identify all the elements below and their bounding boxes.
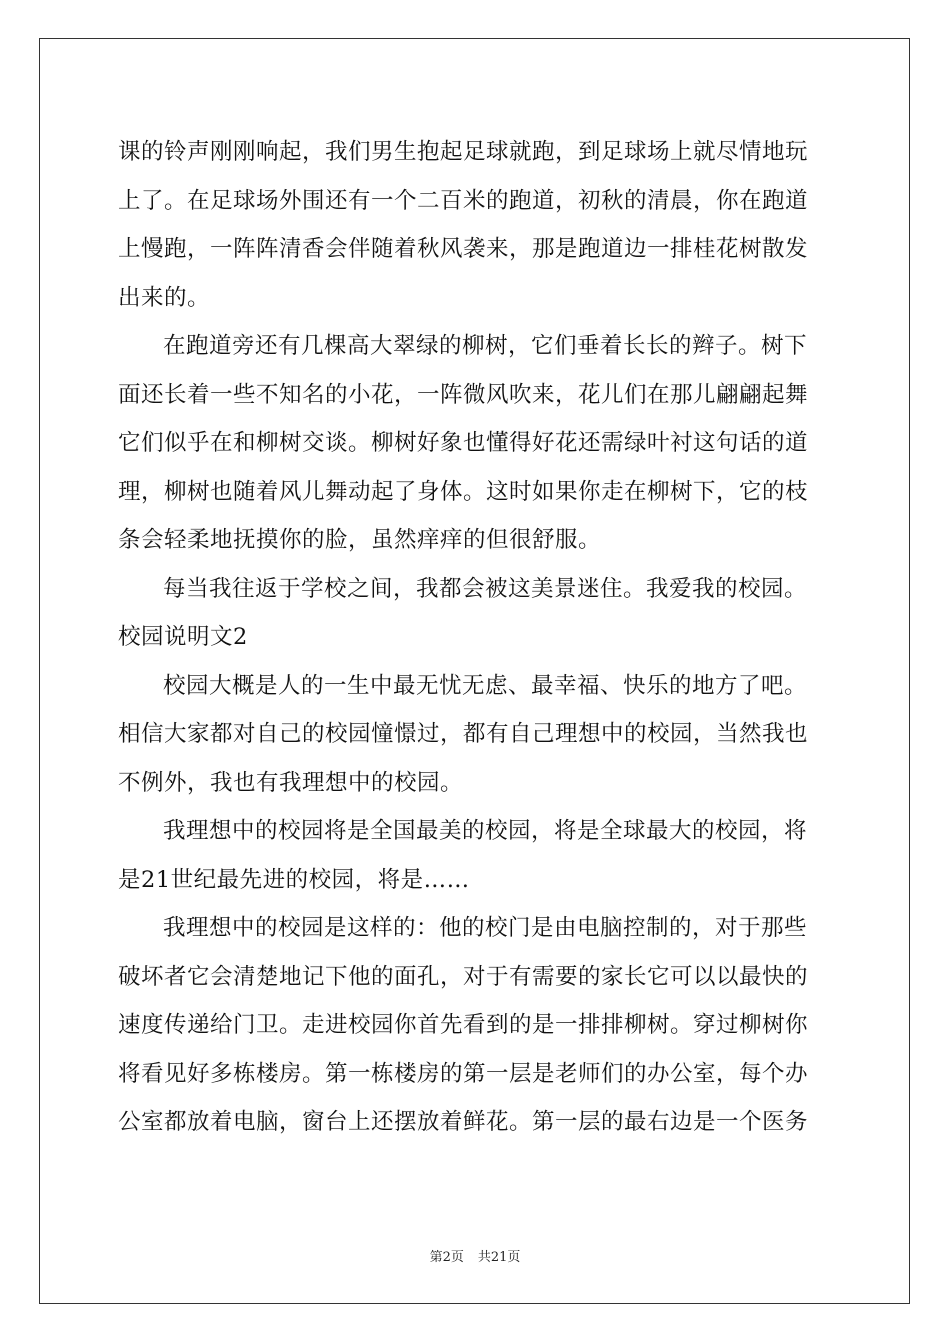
- text-line: 校园说明文2: [118, 624, 248, 650]
- paragraph: [118, 322, 834, 565]
- paragraph: [118, 128, 834, 322]
- paragraph: [118, 904, 834, 1147]
- text-line: 每当我往返于学校之间，我都会被这美景迷住。我爱我的校园。: [163, 575, 808, 602]
- text-line: 我理想中的校园将是全国最美的校园，将是全球最大的校园，将: [163, 818, 808, 844]
- text-line: 上了。在足球场外围还有一个二百米的跑道，初秋的清晨，你在跑道: [118, 187, 809, 214]
- current-page-number: 第2页: [429, 1250, 464, 1265]
- text-line: 上慢跑，一阵阵清香会伴随着秋风袭来，那是跑道边一排桂花树散发: [118, 236, 809, 262]
- text-line: 在跑道旁还有几棵高大翠绿的柳树，它们垂着长长的辫子。树下: [163, 333, 808, 359]
- document-body: [118, 128, 834, 1147]
- paragraph: [118, 807, 834, 904]
- total-page-count: 共21页: [477, 1250, 521, 1265]
- paragraph: [118, 565, 834, 614]
- text-line: 理，柳树也随着风儿舞动起了身体。这时如果你走在柳树下，它的枝: [118, 478, 809, 505]
- text-line: 我理想中的校园是这样的：他的校门是由电脑控制的，对于那些: [163, 915, 808, 941]
- text-line: 校园大概是人的一生中最无忧无虑、最幸福、快乐的地方了吧。: [163, 672, 808, 699]
- text-line: 相信大家都对自己的校园憧憬过，都有自己理想中的校园，当然我也: [118, 721, 809, 747]
- text-line: 出来的。: [118, 284, 211, 311]
- text-line: 公室都放着电脑，窗台上还摆放着鲜花。第一层的最右边是一个医务: [118, 1109, 809, 1135]
- text-line: 课的铃声刚刚响起，我们男生抱起足球就跑，到足球场上就尽情地玩: [118, 139, 809, 165]
- text-line: 速度传递给门卫。走进校园你首先看到的是一排排柳树。穿过柳树你: [118, 1012, 809, 1038]
- paragraph: [118, 613, 834, 662]
- text-line: 不例外，我也有我理想中的校园。: [118, 769, 464, 796]
- text-line: 破坏者它会清楚地记下他的面孔，对于有需要的家长它可以以最快的: [118, 963, 809, 990]
- text-line: 它们似乎在和柳树交谈。柳树好象也懂得好花还需绿叶衬这句话的道: [118, 430, 809, 456]
- text-line: 是21世纪最先进的校园，将是……: [118, 866, 470, 893]
- text-line: 将看见好多栋楼房。第一栋楼房的第一层是老师们的办公室，每个办: [118, 1060, 809, 1087]
- paragraph: [118, 662, 834, 808]
- text-line: 条会轻柔地抚摸你的脸，虽然痒痒的但很舒服。: [118, 527, 602, 553]
- page-footer: [0, 1246, 950, 1265]
- text-line: 面还长着一些不知名的小花，一阵微风吹来，花儿们在那儿翩翩起舞: [118, 381, 809, 408]
